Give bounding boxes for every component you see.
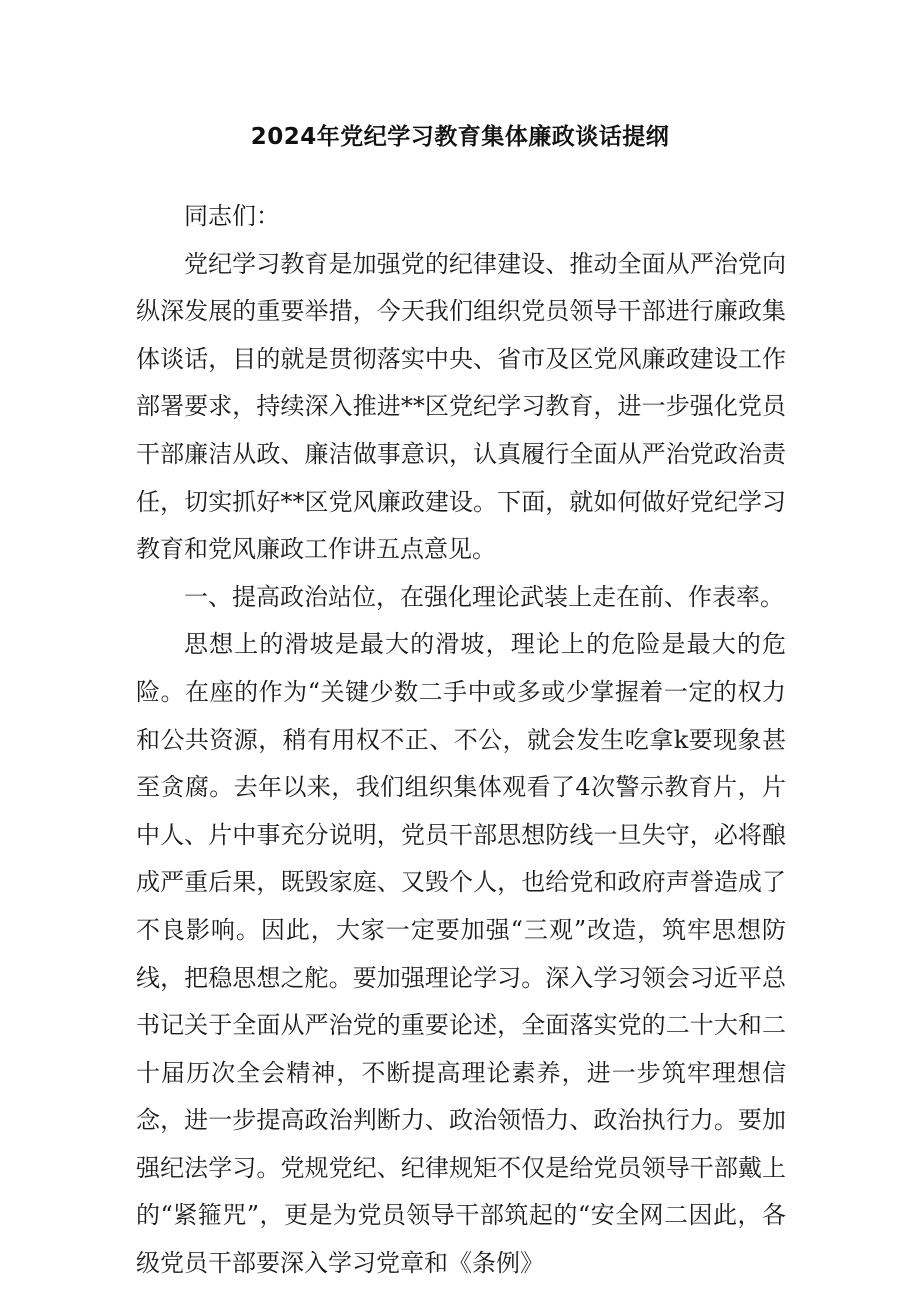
- document-body: [136, 193, 786, 1288]
- salutation: 同志们：: [184, 202, 280, 230]
- section-heading-1: 一、提高政治站位，在强化理论武装上走在前、作表率。: [184, 582, 784, 611]
- paragraph-intro: 党纪学习教育是加强党的纪律建设、推动全面从严治党向纵深发展的重要举措，今天我们组织党员领导干部进行廉政集体谈话，目的就是贯彻落实中央、省市及区党风廉政建设工作部署要求，持续深入推进**区党纪学习教育，进一步强化党员干部廉洁从政、廉洁做事意识，认真履行全面从严治党政治责任，切实抓好**区党风廉政建设。下面，就如何做好党纪学习教育和党风廉政工作讲五点意见。: [136, 249, 786, 564]
- document-title: 2024年党纪学习教育集体廉政谈话提纲: [250, 124, 670, 150]
- paragraph-section-1: 思想上的滑坡是最大的滑坡，理论上的危险是最大的危险。在座的作为“关键少数二手中或多或少掌握着一定的权力和公共资源，稍有用权不正、不公，就会发生吃拿k要现象甚至贪腐。去年以来，我们组织集体观看了4次警示教育片，片中人、片中事充分说明，党员干部思想防线一旦失守，必将酿成严重后果，既毁家庭、又毁个人，也给党和政府声誉造成了不良影响。因此，大家一定要加强“三观”改造，筑牢思想防线，把稳思想之舵。要加强理论学习。深入学习领会习近平总书记关于全面从严治党的重要论述，全面落实党的二十大和二十届历次全会精神，不断提高理论素养，进一步筑牢理想信念，进一步提高政治判断力、政治领悟力、政治执行力。要加强纪法学习。党规党纪、纪律规矩不仅是给党员领导干部戴上的“紧箍咒”，更是为党员领导干部筑起的“安全网二因此，各级党员干部要深入学习党章和《条例》: [136, 630, 786, 1278]
